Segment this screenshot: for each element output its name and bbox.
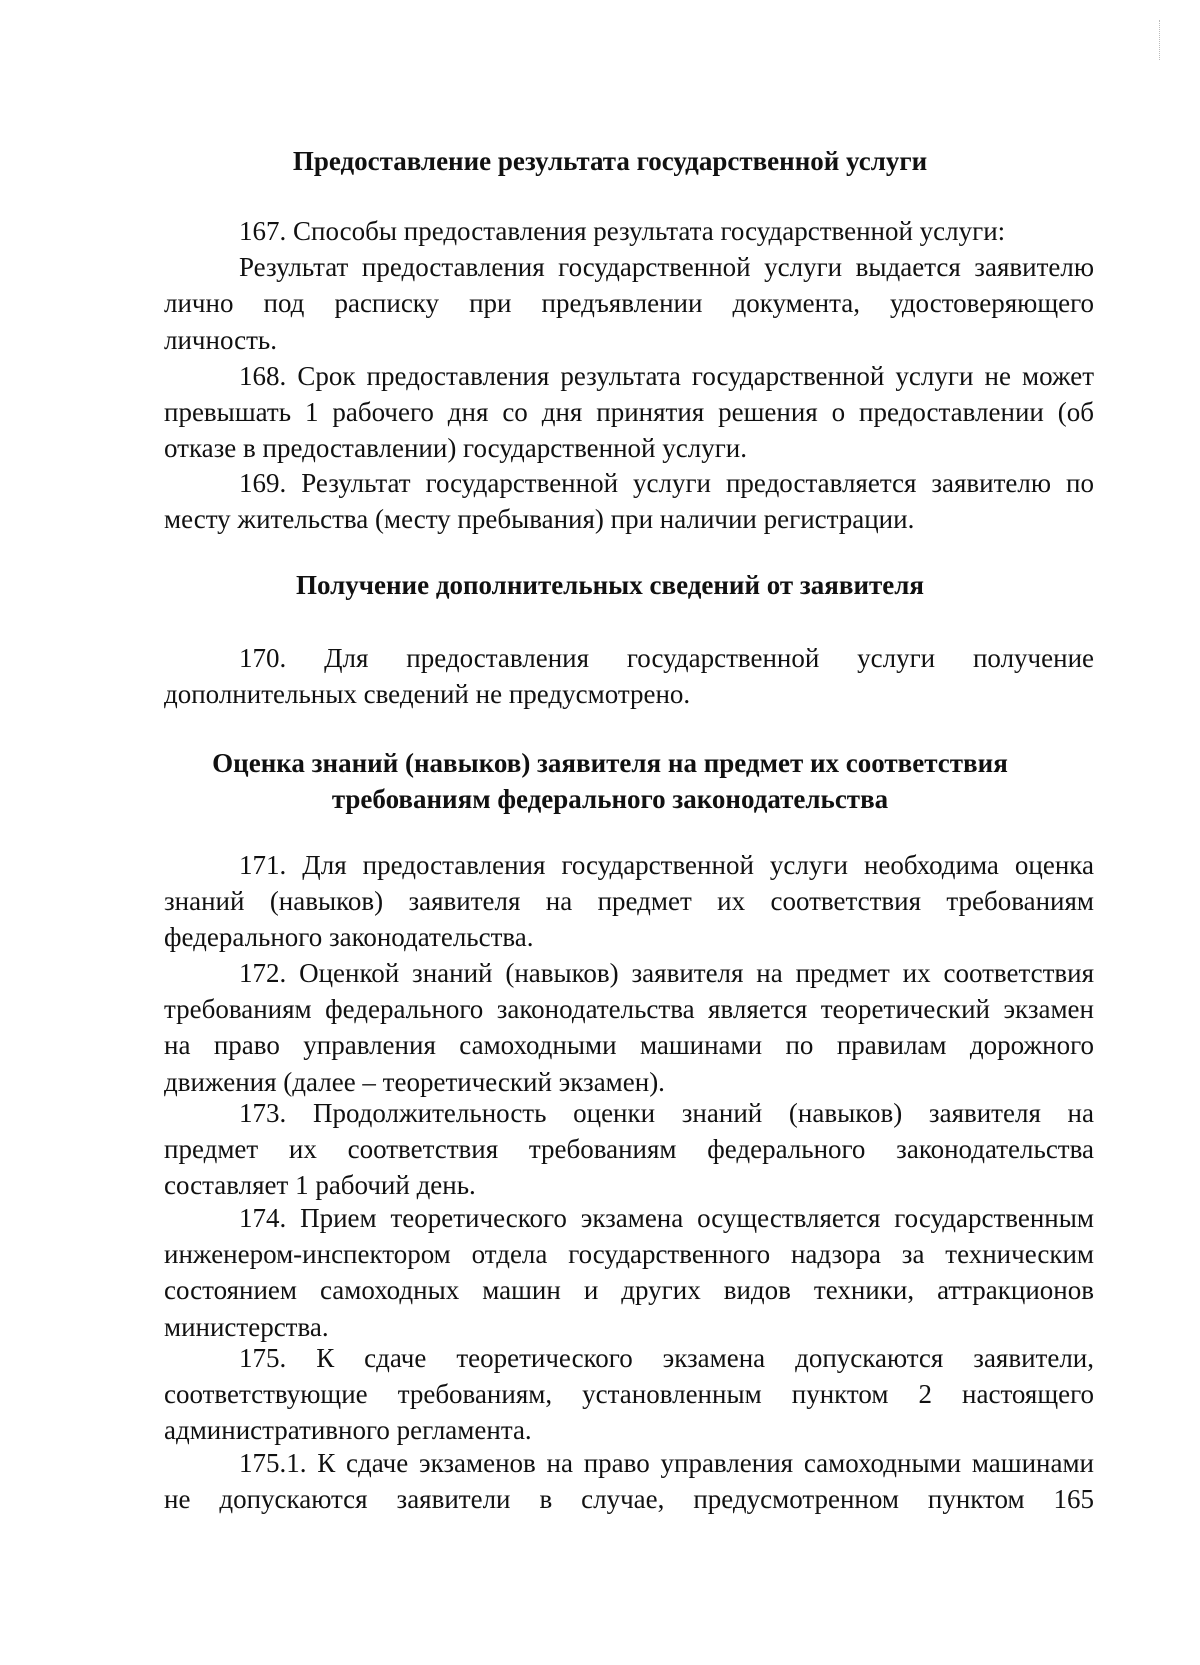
paragraph-line: 172. Оценкой знаний (навыков) заявителя на предмет их соответствия [239,958,1094,988]
heading-line: требованиям федерального законодательства [331,784,889,814]
paragraph-line: федерального законодательства. [164,922,534,953]
paragraph-line: дополнительных сведений не предусмотрено. [164,679,691,710]
paragraph-line: 171. Для предоставления государственной услуги необходима оценка [239,850,1094,880]
paragraph-line: на право управления самоходными машинами по правилам дорожного [164,1030,1094,1061]
paragraph-175 [164,1340,1094,1449]
paragraph-line: административного регламента. [164,1415,532,1446]
paragraph-170 [164,640,1094,712]
paragraph-line: движения (далее – теоретический экзамен). [164,1066,665,1097]
paragraph-line: 167. Способы предоставления результата государственной услуги: [239,216,1006,246]
paragraph-line: лично под расписку при предъявлении документа, удостоверяющего [164,288,1094,319]
paragraph-line: личность. [164,324,277,355]
heading-line: Оценка знаний (навыков) заявителя на предмет их соответствия [212,748,1008,778]
section-heading-result: Предоставление результата государственной услуги [292,146,928,176]
section-heading-additional-info: Получение дополнительных сведений от заявителя [295,570,925,600]
paragraph-line: 173. Продолжительность оценки знаний (навыков) заявителя на [239,1098,1094,1128]
paragraph-line: 168. Срок предоставления результата государственной услуги не может [239,361,1094,391]
paragraph-line: предмет их соответствия требованиям федерального законодательства [164,1134,1094,1165]
paragraph-line: знаний (навыков) заявителя на предмет их соответствия требованиям [164,886,1094,917]
paragraph-line: состоянием самоходных машин и других видов техники, аттракционов [164,1275,1094,1306]
paragraph-171 [164,847,1094,956]
paragraph-172 [164,955,1094,1100]
paragraph-168 [164,358,1094,467]
paragraph-line: 174. Прием теоретического экзамена осуществляется государственным [239,1203,1094,1233]
paragraph-line: Результат предоставления государственной услуги выдается заявителю [239,252,1094,283]
paragraph-line: 170. Для предоставления государственной услуги получение [239,643,1094,673]
scan-margin-mark [1153,20,1160,60]
paragraph-line: министерства. [164,1311,329,1342]
paragraph-line: 169. Результат государственной услуги предоставляется заявителю по [239,468,1094,498]
paragraph-line: соответствующие требованиям, установленным пунктом 2 настоящего [164,1379,1094,1410]
paragraph-169 [164,465,1094,537]
paragraph-line: не допускаются заявители в случае, предусмотренном пунктом 165 [164,1484,1094,1515]
paragraph-line: 175. К сдаче теоретического экзамена допускаются заявители, [239,1343,1094,1373]
paragraph-174 [164,1200,1094,1345]
paragraph-line: 175.1. К сдаче экзаменов на право управления самоходными машинами [239,1448,1094,1478]
section-heading-knowledge-assessment [160,745,1060,817]
paragraph-173 [164,1095,1094,1204]
paragraph-175-1 [164,1445,1094,1517]
paragraph-line: инженером-инспектором отдела государственного надзора за техническим [164,1239,1094,1270]
paragraph-line: требованиям федерального законодательства является теоретический экзамен [164,994,1094,1025]
paragraph-167 [164,213,1094,358]
paragraph-line: отказе в предоставлении) государственной услуги. [164,433,747,464]
paragraph-line: превышать 1 рабочего дня со дня принятия решения о предоставлении (об [164,397,1094,428]
paragraph-line: составляет 1 рабочий день. [164,1170,476,1201]
paragraph-line: месту жительства (месту пребывания) при наличии регистрации. [164,504,915,535]
